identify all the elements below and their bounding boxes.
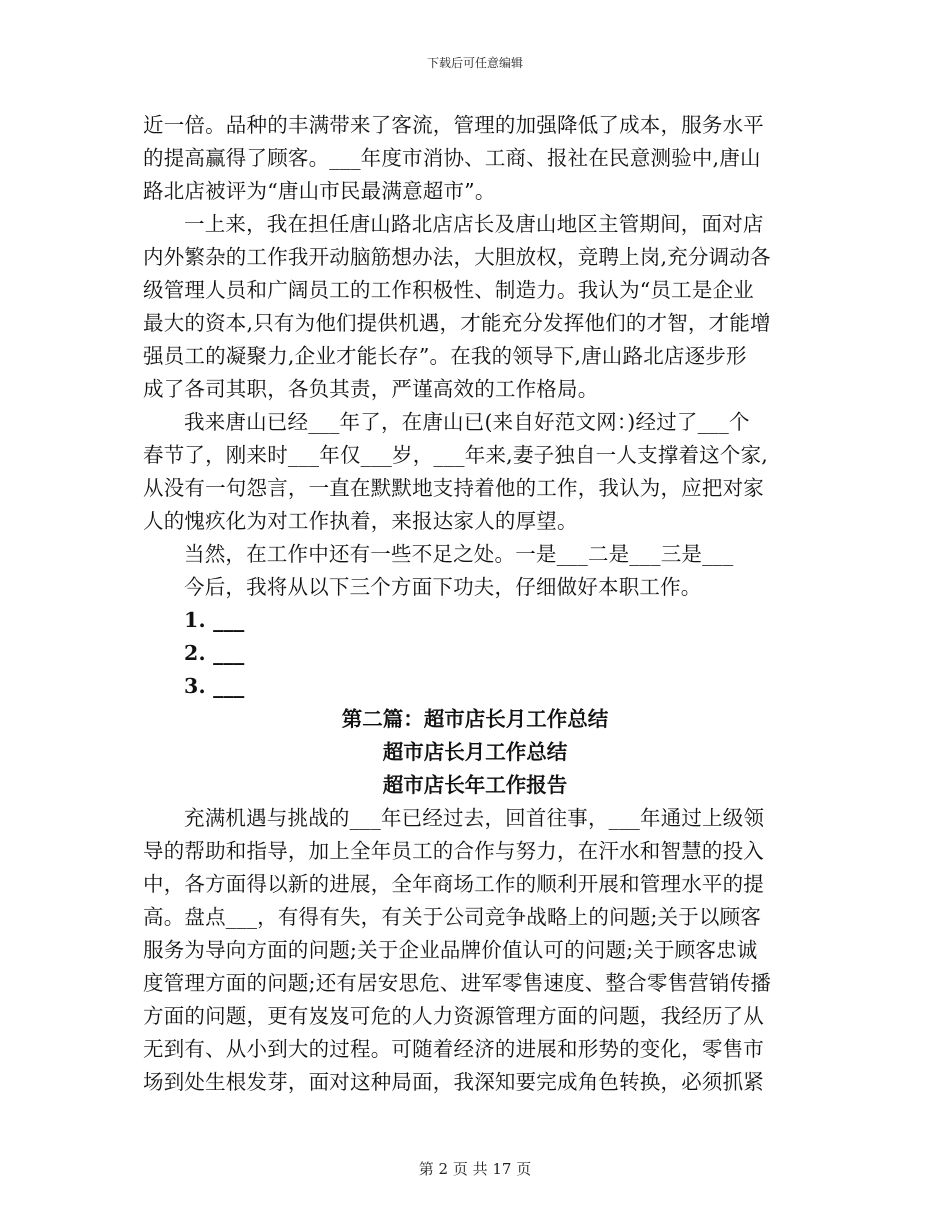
paragraph-line: 内外繁杂的工作我开动脑筋想办法，大胆放权，竞聘上岗,充分调动各: [143, 245, 771, 269]
paragraph-line: 路北店被评为“唐山市民最满意超市”。: [143, 179, 496, 203]
numbered-item: 1. ___: [184, 608, 245, 632]
numbered-item: 3. ___: [184, 674, 245, 698]
paragraph-line: 当然，在工作中还有一些不足之处。一是___二是___三是___: [184, 542, 734, 566]
section-heading: 超市店长年工作报告: [382, 773, 568, 797]
paragraph-line: 我来唐山已经___年了，在唐山已(来自好范文网：)经过了___个: [184, 410, 750, 434]
paragraph-line: 场到处生根发芽，面对这种局面，我深知要完成角色转换，必须抓紧: [143, 1070, 764, 1094]
page-header-note: 下载后可任意编辑: [426, 56, 523, 70]
section-heading: 超市店长月工作总结: [382, 740, 568, 764]
paragraph-line: 最大的资本,只有为他们提供机遇，才能充分发挥他们的才智，才能增: [143, 311, 771, 335]
paragraph-line: 近一倍。品种的丰满带来了客流，管理的加强降低了成本，服务水平: [143, 113, 764, 137]
paragraph-line: 高。盘点___，有得有失，有关于公司竞争战略上的问题;关于以顾客: [143, 905, 762, 929]
paragraph-line: 导的帮助和指导，加上全年员工的合作与努力，在汗水和智慧的投入: [143, 839, 764, 863]
numbered-item: 2. ___: [184, 641, 245, 665]
paragraph-line: 中，各方面得以新的进展，全年商场工作的顺利开展和管理水平的提: [143, 872, 764, 896]
paragraph-line: 春节了，刚来时___年仅___岁，___年来,妻子独自一人支撑着这个家,: [143, 443, 768, 467]
paragraph-line: 强员工的凝聚力,企业才能长存”。在我的领导下,唐山路北店逐步形: [143, 344, 747, 368]
paragraph-line: 无到有、从小到大的过程。可随着经济的进展和形势的变化，零售市: [143, 1037, 764, 1061]
paragraph-line: 充满机遇与挑战的___年已经过去，回首往事，___年通过上级领: [184, 806, 765, 830]
paragraph-line: 级管理人员和广阔员工的工作积极性、制造力。我认为“员工是企业: [143, 278, 754, 302]
section-heading: 第二篇：超市店长月工作总结: [341, 707, 609, 731]
page-number-footer: 第 2 页 共 17 页: [418, 1160, 532, 1178]
paragraph-line: 的提高赢得了顾客。___年度市消协、工商、报社在民意测验中,唐山: [143, 146, 761, 170]
paragraph-line: 人的愧疚化为对工作执着，来报达家人的厚望。: [143, 509, 578, 533]
paragraph-line: 方面的问题，更有岌岌可危的人力资源管理方面的问题，我经历了从: [143, 1004, 764, 1028]
paragraph-line: 今后，我将从以下三个方面下功夫，仔细做好本职工作。: [184, 575, 702, 599]
paragraph-line: 成了各司其职，各负其责，严谨高效的工作格局。: [143, 377, 599, 401]
paragraph-line: 一上来，我在担任唐山路北店店长及唐山地区主管期间，面对店: [184, 212, 764, 236]
paragraph-line: 服务为导向方面的问题;关于企业品牌价值认可的问题;关于顾客忠诚: [143, 938, 758, 962]
paragraph-line: 从没有一句怨言，一直在默默地支持着他的工作，我认为，应把对家: [143, 476, 764, 500]
paragraph-line: 度管理方面的问题;还有居安思危、进军零售速度、整合零售营销传播: [143, 971, 772, 995]
